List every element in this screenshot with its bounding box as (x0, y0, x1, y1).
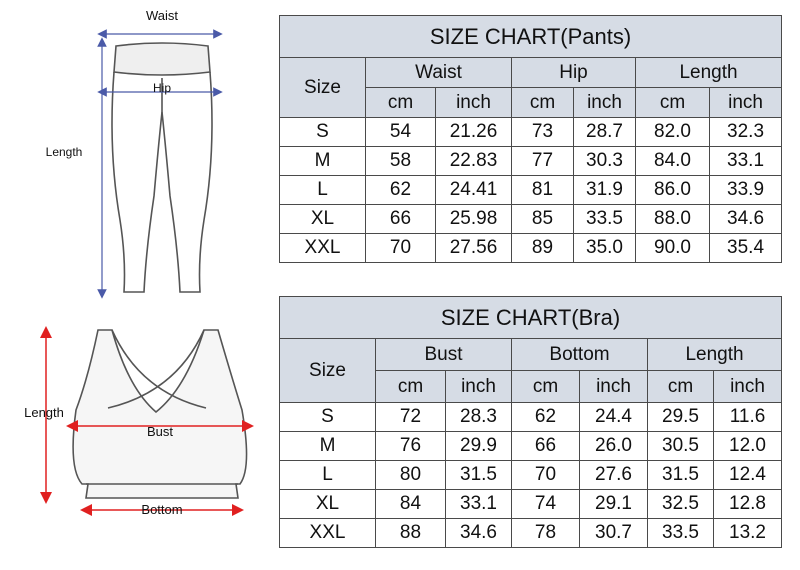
value-cell: 24.4 (580, 403, 648, 432)
value-cell: 70 (512, 461, 580, 490)
value-cell: 13.2 (714, 519, 782, 548)
value-cell: 33.5 (574, 205, 636, 234)
pants-illustration (40, 0, 280, 300)
value-cell: 29.9 (446, 432, 512, 461)
value-cell: 77 (512, 147, 574, 176)
bra-unit-header: inch (714, 371, 782, 403)
pants-group-header: Hip (512, 58, 636, 88)
value-cell: 72 (376, 403, 446, 432)
value-cell: 81 (512, 176, 574, 205)
value-cell: 85 (512, 205, 574, 234)
value-cell: 62 (366, 176, 436, 205)
value-cell: 22.83 (436, 147, 512, 176)
table-row (280, 118, 782, 147)
value-cell: 78 (512, 519, 580, 548)
value-cell: 26.0 (580, 432, 648, 461)
pants-group-header: Length (636, 58, 782, 88)
value-cell: 29.5 (648, 403, 714, 432)
value-cell: 80 (376, 461, 446, 490)
value-cell: 58 (366, 147, 436, 176)
bra-table-title: SIZE CHART(Bra) (280, 297, 782, 339)
value-cell: 34.6 (710, 205, 782, 234)
value-cell: 12.8 (714, 490, 782, 519)
value-cell: 21.26 (436, 118, 512, 147)
value-cell: 70 (366, 234, 436, 263)
pants-unit-header: cm (512, 88, 574, 118)
table-row (280, 490, 782, 519)
value-cell: 54 (366, 118, 436, 147)
bra-unit-header: cm (376, 371, 446, 403)
value-cell: 12.4 (714, 461, 782, 490)
pants-length-label: Length (45, 145, 83, 159)
value-cell: 66 (366, 205, 436, 234)
value-cell: 62 (512, 403, 580, 432)
pants-group-header: Waist (366, 58, 512, 88)
value-cell: 88.0 (636, 205, 710, 234)
value-cell: 25.98 (436, 205, 512, 234)
value-cell: 31.5 (648, 461, 714, 490)
bra-group-header: Bust (376, 339, 512, 371)
bra-unit-header: cm (512, 371, 580, 403)
bra-length-label: Length (24, 405, 64, 420)
table-row (280, 234, 782, 263)
value-cell: 84.0 (636, 147, 710, 176)
value-cell: 33.5 (648, 519, 714, 548)
pants-unit-header: cm (636, 88, 710, 118)
size-cell: S (280, 403, 376, 432)
table-row (280, 205, 782, 234)
table-row (280, 461, 782, 490)
value-cell: 88 (376, 519, 446, 548)
value-cell: 27.56 (436, 234, 512, 263)
bra-unit-header: cm (648, 371, 714, 403)
size-cell: XXL (280, 234, 366, 263)
size-cell: S (280, 118, 366, 147)
bra-unit-header: inch (580, 371, 648, 403)
hip-label: Hip (152, 81, 172, 95)
value-cell: 66 (512, 432, 580, 461)
value-cell: 33.1 (710, 147, 782, 176)
value-cell: 73 (512, 118, 574, 147)
pants-table-title: SIZE CHART(Pants) (280, 16, 782, 58)
size-cell: M (280, 147, 366, 176)
size-cell: XL (280, 205, 366, 234)
value-cell: 86.0 (636, 176, 710, 205)
value-cell: 12.0 (714, 432, 782, 461)
value-cell: 11.6 (714, 403, 782, 432)
value-cell: 82.0 (636, 118, 710, 147)
size-cell: L (280, 461, 376, 490)
bra-unit-header: inch (446, 371, 512, 403)
value-cell: 24.41 (436, 176, 512, 205)
value-cell: 33.1 (446, 490, 512, 519)
table-row (280, 432, 782, 461)
bottom-label: Bottom (141, 502, 183, 517)
value-cell: 76 (376, 432, 446, 461)
size-cell: M (280, 432, 376, 461)
value-cell: 30.7 (580, 519, 648, 548)
value-cell: 35.4 (710, 234, 782, 263)
bra-size-header: Size (280, 339, 376, 403)
value-cell: 28.7 (574, 118, 636, 147)
value-cell: 30.5 (648, 432, 714, 461)
pants-unit-header: inch (574, 88, 636, 118)
bra-group-header: Length (648, 339, 782, 371)
table-row (280, 403, 782, 432)
size-cell: L (280, 176, 366, 205)
value-cell: 32.5 (648, 490, 714, 519)
value-cell: 34.6 (446, 519, 512, 548)
waist-label: Waist (145, 8, 179, 23)
value-cell: 32.3 (710, 118, 782, 147)
pants-unit-header: inch (710, 88, 782, 118)
pants-unit-header: cm (366, 88, 436, 118)
value-cell: 33.9 (710, 176, 782, 205)
table-row (280, 519, 782, 548)
bust-label: Bust (146, 424, 174, 439)
table-row (280, 176, 782, 205)
value-cell: 89 (512, 234, 574, 263)
value-cell: 74 (512, 490, 580, 519)
value-cell: 28.3 (446, 403, 512, 432)
bra-size-table (279, 296, 782, 548)
pants-size-table (279, 15, 782, 263)
pants-size-header: Size (280, 58, 366, 118)
size-cell: XXL (280, 519, 376, 548)
value-cell: 29.1 (580, 490, 648, 519)
value-cell: 31.5 (446, 461, 512, 490)
value-cell: 27.6 (580, 461, 648, 490)
value-cell: 84 (376, 490, 446, 519)
size-cell: XL (280, 490, 376, 519)
pants-unit-header: inch (436, 88, 512, 118)
value-cell: 30.3 (574, 147, 636, 176)
bra-outline-icon (73, 330, 246, 498)
value-cell: 31.9 (574, 176, 636, 205)
bra-illustration (0, 318, 270, 570)
bra-group-header: Bottom (512, 339, 648, 371)
value-cell: 90.0 (636, 234, 710, 263)
table-row (280, 147, 782, 176)
value-cell: 35.0 (574, 234, 636, 263)
